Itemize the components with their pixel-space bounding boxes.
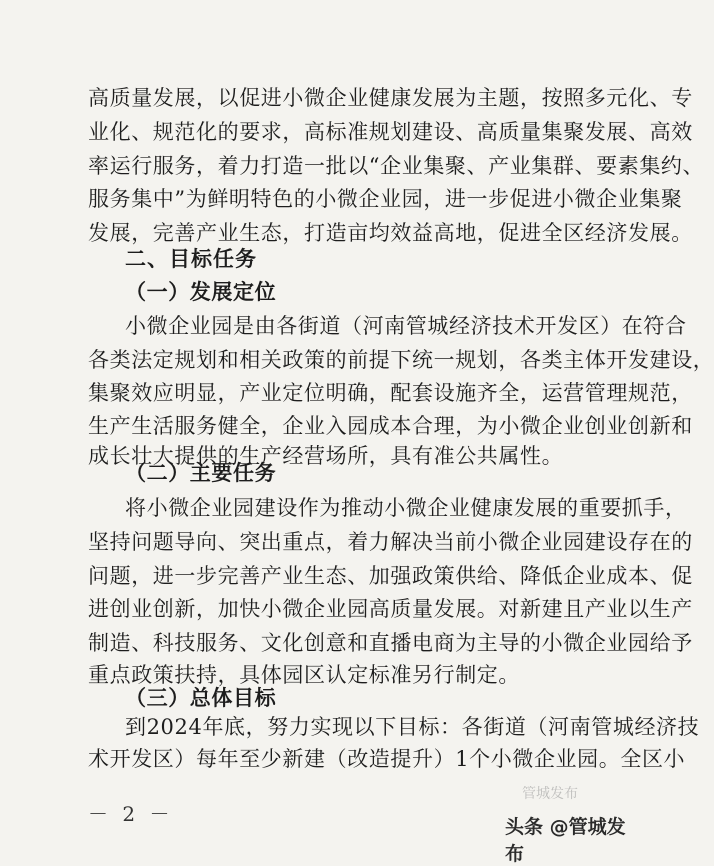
paragraph-line: 坚持问题导向、突出重点，着力解决当前小微企业园建设存在的 — [88, 530, 693, 554]
paragraph-line: 重点政策扶持，具体园区认定标准另行制定。 — [88, 663, 520, 687]
paragraph-line: 集聚效应明显，产业定位明确，配套设施齐全，运营管理规范， — [88, 381, 693, 405]
paragraph-line: 生产生活服务健全，企业入园成本合理，为小微企业创业创新和 — [88, 414, 693, 438]
watermark-faint-text: 管城发布 — [522, 786, 578, 802]
section-heading: 二、目标任务 — [125, 247, 257, 271]
paragraph-line: 到2024年底，努力实现以下目标：各街道（河南管城经济技 — [125, 715, 700, 739]
paragraph-line: 各类法定规划和相关政策的前提下统一规划，各类主体开发建设， — [88, 348, 714, 372]
paragraph-line: 术开发区）每年至少新建（改造提升）1个小微企业园。全区小 — [88, 747, 686, 771]
paragraph-line: 率运行服务，着力打造一批以“企业集聚、产业集群、要素集约、 — [88, 154, 705, 178]
page-number: － 2 － — [88, 802, 174, 826]
paragraph-line: 问题，进一步完善产业生态、加强政策供给、降低企业成本、促 — [88, 564, 693, 588]
subsection-heading: （三）总体目标 — [125, 686, 277, 710]
paragraph-line: 成长壮大提供的生产经营场所，具有准公共属性。 — [88, 444, 564, 468]
subsection-heading: （二）主要任务 — [125, 461, 277, 485]
paragraph-line: 制造、科技服务、文化创意和直播电商为主导的小微企业园给予 — [88, 631, 693, 655]
paragraph-line: 将小微企业园建设作为推动小微企业健康发展的重要抓手， — [125, 496, 687, 520]
paragraph-line: 小微企业园是由各街道（河南管城经济技术开发区）在符合 — [125, 314, 687, 338]
paragraph-line: 进创业创新，加快小微企业园高质量发展。对新建且产业以生产 — [88, 597, 693, 621]
paragraph-line: 业化、规范化的要求，高标准规划建设、高质量集聚发展、高效 — [88, 120, 693, 144]
paragraph-line: 发展，完善产业生态，打造亩均效益高地，促进全区经济发展。 — [88, 221, 693, 245]
paragraph-line: 高质量发展，以促进小微企业健康发展为主题，按照多元化、专 — [88, 86, 693, 110]
subsection-heading: （一）发展定位 — [125, 280, 277, 304]
paragraph-line: 服务集中”为鲜明特色的小微企业园，进一步促进小微企业集聚 — [88, 187, 683, 211]
watermark-text: 头条 @管城发布 — [505, 816, 626, 865]
watermark — [505, 812, 640, 866]
